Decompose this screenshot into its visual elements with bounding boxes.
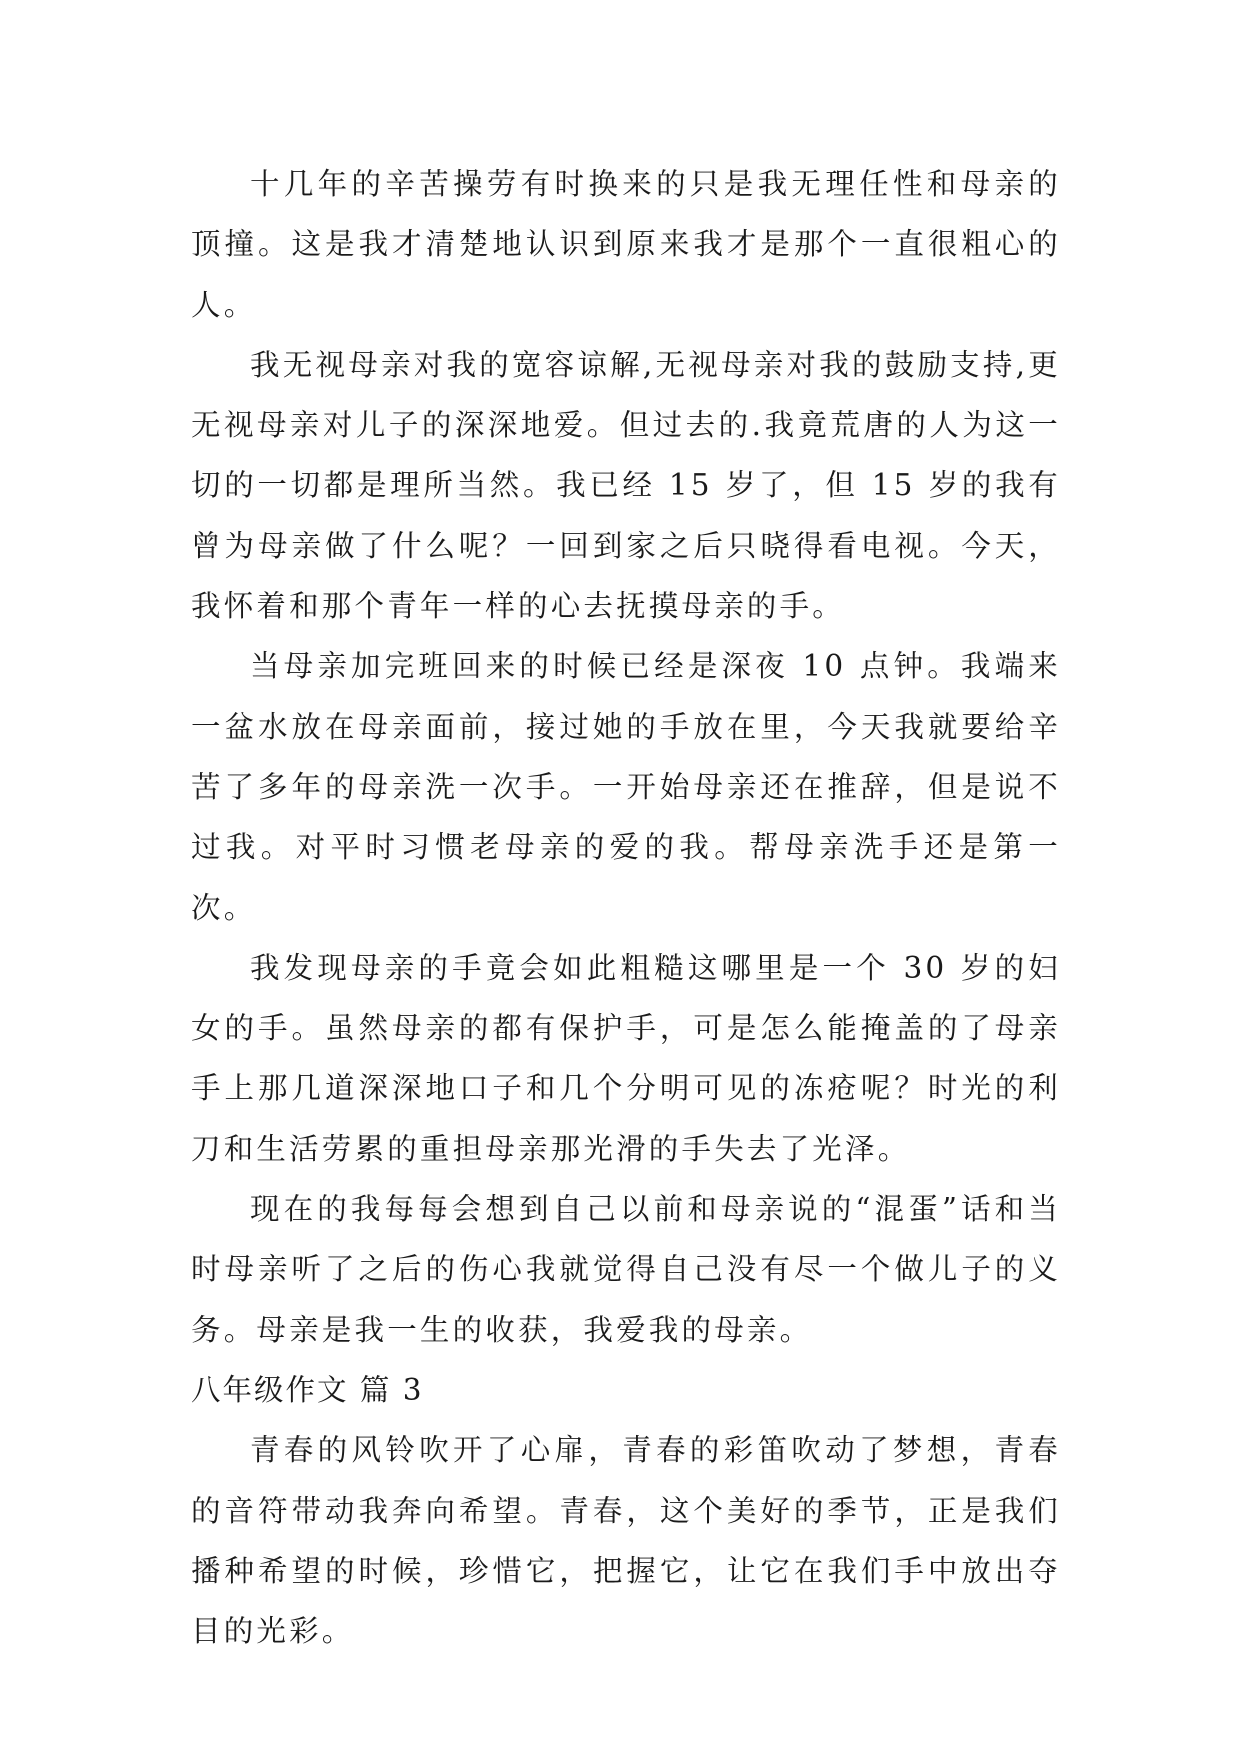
paragraph-4: 我发现母亲的手竟会如此粗糙这哪里是一个 30 岁的妇女的手。虽然母亲的都有保护手，可是怎么能掩盖的了母亲手上那几道深深地口子和几个分明可见的冻疮呢？时光的利刀和生活劳累的重担母亲那光滑的手失去了光泽。 [191,950,1061,1166]
section-heading: 八年级作文 篇 3 [191,1372,424,1407]
paragraph-5: 现在的我每每会想到自己以前和母亲说的“混蛋”话和当时母亲听了之后的伤心我就觉得自己没有尽一个做儿子的义务。母亲是我一生的收获，我爱我的母亲。 [191,1192,1061,1347]
paragraph-6: 青春的风铃吹开了心扉，青春的彩笛吹动了梦想，青春的音符带动我奔向希望。青春，这个美好的季节，正是我们播种希望的时候，珍惜它，把握它，让它在我们手中放出夺目的光彩。 [191,1433,1061,1649]
paragraph-1: 十几年的辛苦操劳有时换来的只是我无理任性和母亲的顶撞。这是我才清楚地认识到原来我才是那个一直很粗心的人。 [191,167,1061,322]
paragraph-2: 我无视母亲对我的宽容谅解,无视母亲对我的鼓励支持,更无视母亲对儿子的深深地爱。但过去的.我竟荒唐的人为这一切的一切都是理所当然。我已经 15 岁了，但 15 岁的我有曾为母亲做了什么呢？一回到家之后只晓得看电视。今天，我怀着和那个青年一样的心去抚摸母亲的手。 [191,347,1061,624]
paragraph-3: 当母亲加完班回来的时候已经是深夜 10 点钟。我端来一盆水放在母亲面前，接过她的手放在里，今天我就要给辛苦了多年的母亲洗一次手。一开始母亲还在推辞，但是说不过我。对平时习惯老母亲的爱的我。帮母亲洗手还是第一次。 [191,649,1061,925]
document-body [191,154,1061,1661]
